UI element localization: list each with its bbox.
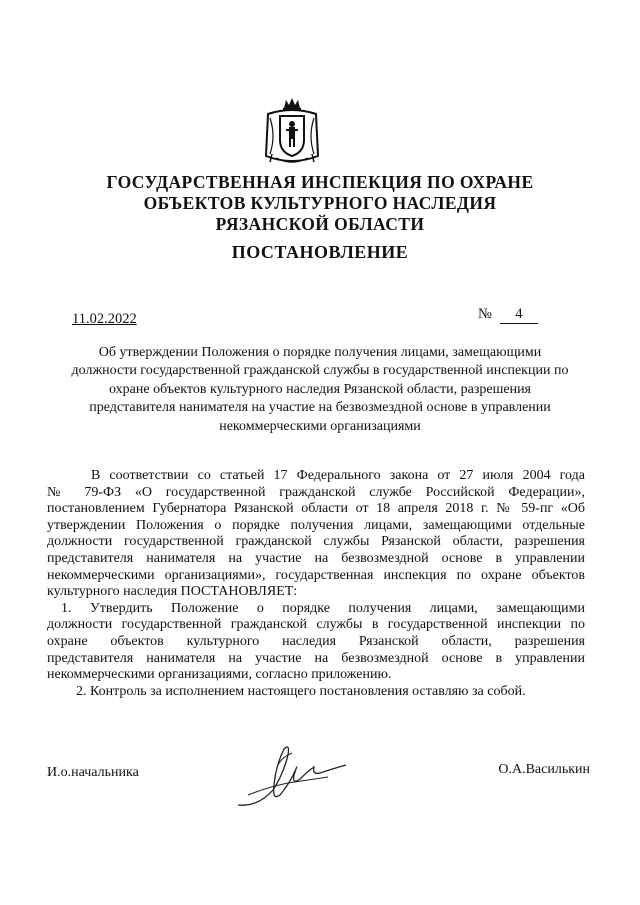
paragraph-item-1 — [47, 601, 585, 684]
document-date: 11.02.2022 — [72, 311, 137, 327]
number-value: 4 — [500, 306, 538, 324]
body-line: № 79-ФЗ «О государственной гражданской службе Российской Федерации», — [47, 484, 585, 500]
body-line: 2. Контроль за исполнением настоящего постановления оставляю за собой. — [76, 683, 526, 699]
handwritten-signature — [228, 735, 368, 815]
org-line-3: РЯЗАНСКОЙ ОБЛАСТИ — [215, 214, 425, 234]
subject-line-3: охране объектов культурного наследия Рязанской области, разрешения — [109, 381, 531, 397]
signatory-position: И.о.начальника — [47, 765, 139, 780]
document-body — [47, 468, 585, 700]
body-line: постановлением Губернатора Рязанской области от 18 апреля 2018 г. № 59-пг «Об — [47, 501, 585, 517]
document-number — [478, 306, 538, 324]
body-line: должности государственной гражданской службы Рязанской области, разрешения — [47, 534, 585, 550]
signatory-name: О.А.Василькин — [498, 762, 590, 777]
body-line: представителя нанимателя на участие на безвозмездной основе в управлении — [47, 550, 585, 566]
body-line: некоммерческими организациями», государственная инспекция по охране объектов — [47, 567, 585, 583]
subject-line-1: Об утверждении Положения о порядке получения лицами, замещающими — [98, 345, 542, 360]
coat-of-arms-icon — [262, 96, 322, 168]
subject-line-2: должности государственной гражданской службы в государственной инспекции по — [71, 363, 569, 379]
paragraph-preamble — [47, 468, 585, 601]
body-line: охране объектов культурного наследия Рязанской области, разрешения — [47, 633, 585, 649]
org-line-1: ГОСУДАРСТВЕННАЯ ИНСПЕКЦИЯ ПО ОХРАНЕ — [106, 172, 534, 192]
number-label: № — [478, 306, 492, 322]
body-line: В соответствии со статьей 17 Федерального закона от 27 июля 2004 года — [91, 468, 585, 483]
body-line: некоммерческими организациями, согласно приложению. — [47, 667, 392, 683]
document-type-title: ПОСТАНОВЛЕНИЕ — [231, 242, 409, 262]
body-line: утверждении Положения о порядке получения лицами, замещающими отдельные — [47, 517, 585, 533]
org-line-2: ОБЪЕКТОВ КУЛЬТУРНОГО НАСЛЕДИЯ — [143, 193, 497, 213]
body-line: представителя нанимателя на участие на безвозмездной основе в управлении — [47, 650, 585, 666]
body-line: культурного наследия ПОСТАНОВЛЯЕТ: — [47, 584, 298, 600]
subject-line-5: некоммерческими организациями — [219, 418, 421, 434]
body-line: должности государственной гражданской службы в государственной инспекции по — [47, 617, 585, 633]
paragraph-item-2 — [47, 684, 585, 701]
body-line: 1. Утвердить Положение о порядке получения лицами, замещающими — [61, 600, 585, 616]
organization-name — [60, 172, 580, 235]
subject-line-4: представителя нанимателя на участие на безвозмездной основе в управлении — [89, 400, 551, 416]
document-subject — [56, 344, 584, 436]
